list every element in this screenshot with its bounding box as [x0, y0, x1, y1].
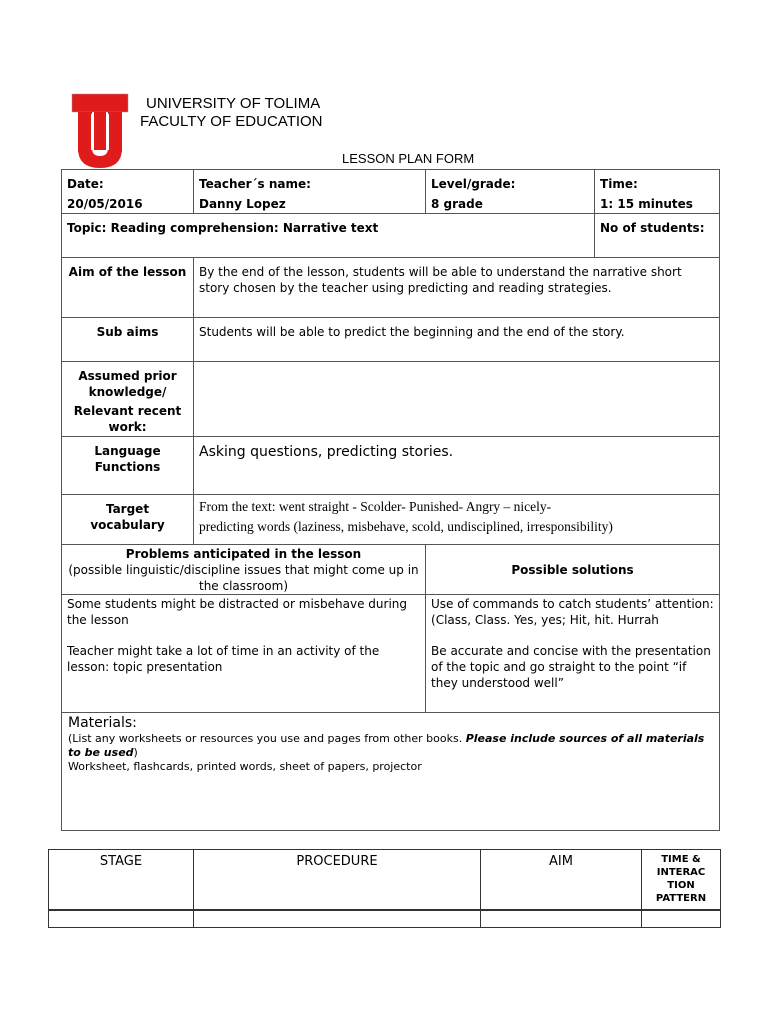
vocabulary-row	[62, 495, 720, 545]
teacher-label: Teacher´s name:	[199, 177, 311, 191]
date-label: Date:	[67, 177, 104, 191]
prior-label	[62, 362, 194, 437]
date-value: 20/05/2016	[67, 197, 143, 211]
vocab-line-1: From the text: went straight - Scolder- Punished- Angry – nicely-	[199, 499, 552, 514]
stage-empty-cell	[49, 910, 194, 928]
problems-heading-cell	[62, 545, 426, 595]
solution-2: Be accurate and concise with the presentation of the topic and go straight to the point “if they understood well”	[431, 644, 711, 690]
time-cell	[595, 170, 720, 214]
vocab-value	[194, 495, 720, 545]
materials-heading: Materials:	[68, 715, 137, 731]
teacher-value: Danny Lopez	[199, 197, 286, 211]
date-cell	[62, 170, 194, 214]
procedure-heading: PROCEDURE	[194, 850, 481, 910]
materials-instruction-end: )	[133, 746, 138, 759]
stage-empty-row	[49, 910, 721, 928]
subaims-label: Sub aims	[62, 318, 194, 362]
procedure-empty-cell	[194, 910, 481, 928]
aim-row	[62, 258, 720, 318]
topic-row	[62, 214, 720, 258]
stage-table	[48, 849, 721, 928]
language-value: Asking questions, predicting stories.	[194, 437, 720, 495]
materials-value: Worksheet, flashcards, printed words, sheet of papers, projector	[68, 760, 422, 773]
aim-empty-cell	[481, 910, 642, 928]
vocab-line-2: predicting words (laziness, misbehave, scold, undisciplined, irresponsibility)	[199, 519, 613, 534]
prior-knowledge-row	[62, 362, 720, 437]
time-value: 1: 15 minutes	[600, 197, 693, 211]
time-empty-cell	[642, 910, 721, 928]
solutions-cell	[426, 595, 720, 713]
lesson-plan-table	[61, 169, 720, 831]
solutions-heading: Possible solutions	[426, 545, 720, 595]
problems-header-row	[62, 545, 720, 595]
language-row	[62, 437, 720, 495]
topic-cell: Topic: Reading comprehension: Narrative text	[62, 214, 595, 258]
prior-value	[194, 362, 720, 437]
problems-subheading: (possible linguistic/discipline issues that might come up in the classroom)	[68, 563, 419, 593]
teacher-cell	[194, 170, 426, 214]
level-value: 8 grade	[431, 197, 483, 211]
level-label: Level/grade:	[431, 177, 516, 191]
problems-heading: Problems anticipated in the lesson	[125, 547, 362, 561]
language-label: Language Functions	[62, 437, 194, 495]
info-row	[62, 170, 720, 214]
level-cell	[426, 170, 595, 214]
form-title: LESSON PLAN FORM	[342, 151, 475, 166]
materials-instruction	[68, 732, 713, 760]
time-label: Time:	[600, 177, 638, 191]
stage-heading: STAGE	[49, 850, 194, 910]
prior-label-line2: Relevant recent work:	[73, 404, 182, 434]
problem-2: Teacher might take a lot of time in an activity of the lesson: topic presentation	[67, 644, 380, 674]
materials-instruction-emphasis: Please include sources of all materials to be used	[68, 732, 705, 759]
aim-value: By the end of the lesson, students will be able to understand the narrative short story chosen by the teacher using predicting and reading strategies.	[194, 258, 720, 318]
aim-heading: AIM	[481, 850, 642, 910]
aim-label: Aim of the lesson	[62, 258, 194, 318]
materials-instruction-text: (List any worksheets or resources you use and pages from other books.	[68, 732, 466, 745]
stage-header-row	[49, 850, 721, 910]
vocab-label: Target vocabulary	[62, 495, 194, 545]
problem-1: Some students might be distracted or misbehave during the lesson	[67, 597, 408, 627]
subaims-value: Students will be able to predict the beginning and the end of the story.	[194, 318, 720, 362]
prior-label-line1: Assumed prior knowledge/	[78, 369, 177, 399]
time-interaction-heading: TIME & INTERAC TION PATTERN	[642, 850, 721, 910]
problems-cell	[62, 595, 426, 713]
problems-content-row	[62, 595, 720, 713]
university-logo	[70, 92, 130, 170]
solution-1: Use of commands to catch students’ attention: (Class, Class. Yes, yes; Hit, hit. Hurrah	[431, 597, 714, 627]
institution-heading	[140, 95, 323, 131]
materials-cell	[62, 713, 720, 831]
materials-row	[62, 713, 720, 831]
university-name: UNIVERSITY OF TOLIMA	[146, 95, 321, 112]
students-cell: No of students:	[595, 214, 720, 258]
subaims-row	[62, 318, 720, 362]
faculty-name: FACULTY OF EDUCATION	[140, 113, 323, 130]
